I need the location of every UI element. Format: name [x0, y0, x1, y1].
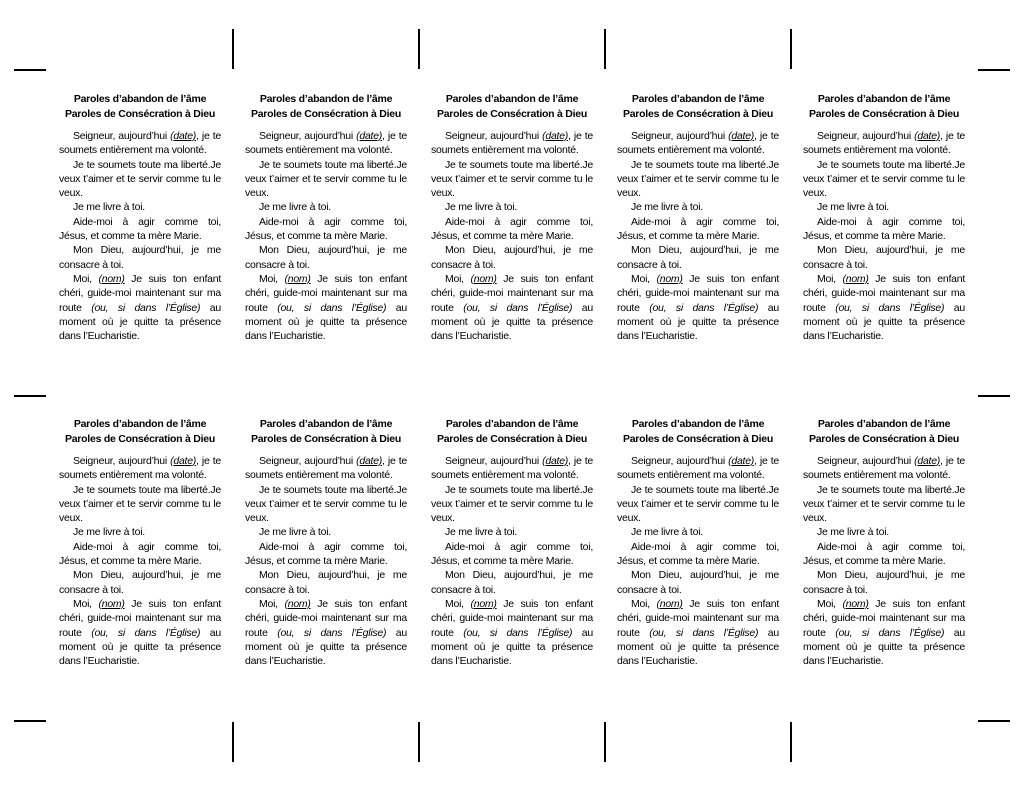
paragraph: Mon Dieu, aujourd’hui, je me consacre à toi.: [617, 569, 779, 596]
paragraph: Seigneur, aujourd’hui (date), je te soumets entièrement ma volonté.: [803, 130, 966, 157]
crop-mark: [790, 29, 792, 69]
paragraph: Je te soumets toute ma liberté.Je veux t’aimer et te servir comme tu le veux.: [617, 483, 779, 525]
crop-mark: [418, 722, 420, 762]
paragraph: Aide-moi à agir comme toi, Jésus, et comme ta mère Marie.: [59, 540, 221, 568]
card-subtitle: Paroles de Consécration à Dieu: [436, 433, 588, 445]
paragraph: Je me livre à toi.: [73, 526, 145, 539]
paragraph: Je me livre à toi.: [445, 526, 517, 539]
card-title: Paroles d’abandon de l’âme: [445, 93, 579, 105]
crop-mark: [232, 722, 234, 762]
prayer-card: [59, 92, 221, 343]
card-subtitle: Paroles de Consécration à Dieu: [808, 108, 960, 120]
paragraph: Aide-moi à agir comme toi, Jésus, et comme ta mère Marie.: [431, 540, 593, 568]
paragraph: Moi, (nom) Je suis ton enfant chéri, guide-moi maintenant sur ma route (ou, si dans l’Église) au moment où je quitte ta présence dans l’Eucharistie.: [245, 272, 407, 343]
card-subtitle: Paroles de Consécration à Dieu: [64, 433, 216, 445]
paragraph: Je me livre à toi.: [631, 526, 703, 539]
card-subtitle: Paroles de Consécration à Dieu: [622, 433, 774, 445]
date-placeholder: (date): [170, 455, 197, 467]
paragraph: Seigneur, aujourd’hui (date), je te soumets entièrement ma volonté.: [245, 130, 408, 157]
paragraph: Mon Dieu, aujourd’hui, je me consacre à toi.: [431, 244, 593, 271]
paragraph: Seigneur, aujourd’hui (date), je te soumets entièrement ma volonté.: [431, 130, 594, 157]
paragraph: Je te soumets toute ma liberté.Je veux t’aimer et te servir comme tu le veux.: [59, 158, 221, 200]
name-placeholder: (nom): [284, 272, 311, 285]
card-title: Paroles d’abandon de l’âme: [73, 93, 207, 105]
date-placeholder: (date): [356, 130, 383, 142]
paragraph: Moi, (nom) Je suis ton enfant chéri, guide-moi maintenant sur ma route (ou, si dans l’Église) au moment où je quitte ta présence dans l’Eucharistie.: [59, 272, 221, 343]
prayer-card: [803, 417, 965, 668]
paragraph: Je te soumets toute ma liberté.Je veux t’aimer et te servir comme tu le veux.: [617, 158, 779, 200]
crop-mark: [604, 29, 606, 69]
paragraph: Je me livre à toi.: [259, 526, 331, 539]
paragraph: Je me livre à toi.: [631, 201, 703, 214]
paragraph: Mon Dieu, aujourd’hui, je me consacre à toi.: [59, 244, 221, 271]
paragraph: Mon Dieu, aujourd’hui, je me consacre à toi.: [617, 244, 779, 271]
crop-mark: [790, 722, 792, 762]
prayer-card: [431, 417, 593, 668]
card-title: Paroles d’abandon de l’âme: [259, 418, 393, 430]
prayer-card: [59, 417, 221, 668]
name-placeholder: (nom): [470, 597, 497, 610]
paragraph: Je me livre à toi.: [817, 526, 889, 539]
paragraph: Moi, (nom) Je suis ton enfant chéri, guide-moi maintenant sur ma route (ou, si dans l’Église) au moment où je quitte ta présence dans l’Eucharistie.: [803, 272, 965, 343]
crop-mark: [604, 722, 606, 762]
name-placeholder: (nom): [656, 272, 683, 285]
paragraph: Seigneur, aujourd’hui (date), je te soumets entièrement ma volonté.: [617, 130, 780, 157]
prayer-card: [245, 417, 407, 668]
crop-mark: [14, 720, 46, 722]
paragraph: Seigneur, aujourd’hui (date), je te soumets entièrement ma volonté.: [245, 455, 408, 482]
card-subtitle: Paroles de Consécration à Dieu: [250, 433, 402, 445]
paragraph: Moi, (nom) Je suis ton enfant chéri, guide-moi maintenant sur ma route (ou, si dans l’Église) au moment où je quitte ta présence dans l’Eucharistie.: [617, 272, 779, 343]
paragraph: Je te soumets toute ma liberté.Je veux t’aimer et te servir comme tu le veux.: [803, 483, 965, 525]
paragraph: Mon Dieu, aujourd’hui, je me consacre à toi.: [59, 569, 221, 596]
crop-mark: [978, 395, 1010, 397]
paragraph: Moi, (nom) Je suis ton enfant chéri, guide-moi maintenant sur ma route (ou, si dans l’Église) au moment où je quitte ta présence dans l’Eucharistie.: [245, 597, 407, 668]
paragraph: Je te soumets toute ma liberté.Je veux t’aimer et te servir comme tu le veux.: [431, 483, 593, 525]
card-title: Paroles d’abandon de l’âme: [631, 93, 765, 105]
crop-mark: [14, 395, 46, 397]
paragraph: Je me livre à toi.: [73, 201, 145, 214]
date-placeholder: (date): [914, 455, 941, 467]
date-placeholder: (date): [542, 130, 569, 142]
name-placeholder: (nom): [842, 272, 869, 285]
paragraph: Seigneur, aujourd’hui (date), je te soumets entièrement ma volonté.: [803, 455, 966, 482]
name-placeholder: (nom): [470, 272, 497, 285]
paragraph: Je te soumets toute ma liberté.Je veux t’aimer et te servir comme tu le veux.: [431, 158, 593, 200]
card-title: Paroles d’abandon de l’âme: [259, 93, 393, 105]
card-subtitle: Paroles de Consécration à Dieu: [436, 108, 588, 120]
paragraph: Je te soumets toute ma liberté.Je veux t’aimer et te servir comme tu le veux.: [245, 158, 407, 200]
crop-mark: [232, 29, 234, 69]
prayer-card: [245, 92, 407, 343]
card-title: Paroles d’abandon de l’âme: [631, 418, 765, 430]
name-placeholder: (nom): [284, 597, 311, 610]
paragraph: Aide-moi à agir comme toi, Jésus, et comme ta mère Marie.: [245, 540, 407, 568]
card-title: Paroles d’abandon de l’âme: [817, 418, 951, 430]
paragraph: Moi, (nom) Je suis ton enfant chéri, guide-moi maintenant sur ma route (ou, si dans l’Église) au moment où je quitte ta présence dans l’Eucharistie.: [431, 272, 593, 343]
crop-mark: [418, 29, 420, 69]
crop-mark: [978, 69, 1010, 71]
name-placeholder: (nom): [98, 272, 125, 285]
paragraph: Je te soumets toute ma liberté.Je veux t’aimer et te servir comme tu le veux.: [59, 483, 221, 525]
card-title: Paroles d’abandon de l’âme: [73, 418, 207, 430]
paragraph: Moi, (nom) Je suis ton enfant chéri, guide-moi maintenant sur ma route (ou, si dans l’Église) au moment où je quitte ta présence dans l’Eucharistie.: [617, 597, 779, 668]
date-placeholder: (date): [170, 130, 197, 142]
paragraph: Seigneur, aujourd’hui (date), je te soumets entièrement ma volonté.: [59, 455, 222, 482]
card-title: Paroles d’abandon de l’âme: [445, 418, 579, 430]
paragraph: Seigneur, aujourd’hui (date), je te soumets entièrement ma volonté.: [431, 455, 594, 482]
paragraph: Je te soumets toute ma liberté.Je veux t’aimer et te servir comme tu le veux.: [803, 158, 965, 200]
card-subtitle: Paroles de Consécration à Dieu: [808, 433, 960, 445]
paragraph: Moi, (nom) Je suis ton enfant chéri, guide-moi maintenant sur ma route (ou, si dans l’Église) au moment où je quitte ta présence dans l’Eucharistie.: [59, 597, 221, 668]
name-placeholder: (nom): [842, 597, 869, 610]
card-subtitle: Paroles de Consécration à Dieu: [250, 108, 402, 120]
date-placeholder: (date): [914, 130, 941, 142]
prayer-card: [617, 417, 779, 668]
paragraph: Aide-moi à agir comme toi, Jésus, et comme ta mère Marie.: [617, 215, 779, 243]
prayer-card: [431, 92, 593, 343]
card-subtitle: Paroles de Consécration à Dieu: [622, 108, 774, 120]
paragraph: Aide-moi à agir comme toi, Jésus, et comme ta mère Marie.: [617, 540, 779, 568]
paragraph: Moi, (nom) Je suis ton enfant chéri, guide-moi maintenant sur ma route (ou, si dans l’Église) au moment où je quitte ta présence dans l’Eucharistie.: [431, 597, 593, 668]
card-title: Paroles d’abandon de l’âme: [817, 93, 951, 105]
paragraph: Aide-moi à agir comme toi, Jésus, et comme ta mère Marie.: [803, 540, 965, 568]
prayer-card: [803, 92, 965, 343]
paragraph: Aide-moi à agir comme toi, Jésus, et comme ta mère Marie.: [245, 215, 407, 243]
paragraph: Mon Dieu, aujourd’hui, je me consacre à toi.: [803, 569, 965, 596]
paragraph: Mon Dieu, aujourd’hui, je me consacre à toi.: [245, 569, 407, 596]
prayer-card: [617, 92, 779, 343]
crop-mark: [14, 69, 46, 71]
crop-mark: [978, 720, 1010, 722]
paragraph: Aide-moi à agir comme toi, Jésus, et comme ta mère Marie.: [431, 215, 593, 243]
paragraph: Seigneur, aujourd’hui (date), je te soumets entièrement ma volonté.: [59, 130, 222, 157]
paragraph: Je te soumets toute ma liberté.Je veux t’aimer et te servir comme tu le veux.: [245, 483, 407, 525]
paragraph: Mon Dieu, aujourd’hui, je me consacre à toi.: [245, 244, 407, 271]
date-placeholder: (date): [728, 455, 755, 467]
card-subtitle: Paroles de Consécration à Dieu: [64, 108, 216, 120]
date-placeholder: (date): [542, 455, 569, 467]
paragraph: Je me livre à toi.: [817, 201, 889, 214]
paragraph: Je me livre à toi.: [259, 201, 331, 214]
name-placeholder: (nom): [98, 597, 125, 610]
paragraph: Aide-moi à agir comme toi, Jésus, et comme ta mère Marie.: [59, 215, 221, 243]
paragraph: Aide-moi à agir comme toi, Jésus, et comme ta mère Marie.: [803, 215, 965, 243]
paragraph: Mon Dieu, aujourd’hui, je me consacre à toi.: [803, 244, 965, 271]
paragraph: Moi, (nom) Je suis ton enfant chéri, guide-moi maintenant sur ma route (ou, si dans l’Église) au moment où je quitte ta présence dans l’Eucharistie.: [803, 597, 965, 668]
date-placeholder: (date): [728, 130, 755, 142]
date-placeholder: (date): [356, 455, 383, 467]
name-placeholder: (nom): [656, 597, 683, 610]
paragraph: Seigneur, aujourd’hui (date), je te soumets entièrement ma volonté.: [617, 455, 780, 482]
paragraph: Mon Dieu, aujourd’hui, je me consacre à toi.: [431, 569, 593, 596]
paragraph: Je me livre à toi.: [445, 201, 517, 214]
